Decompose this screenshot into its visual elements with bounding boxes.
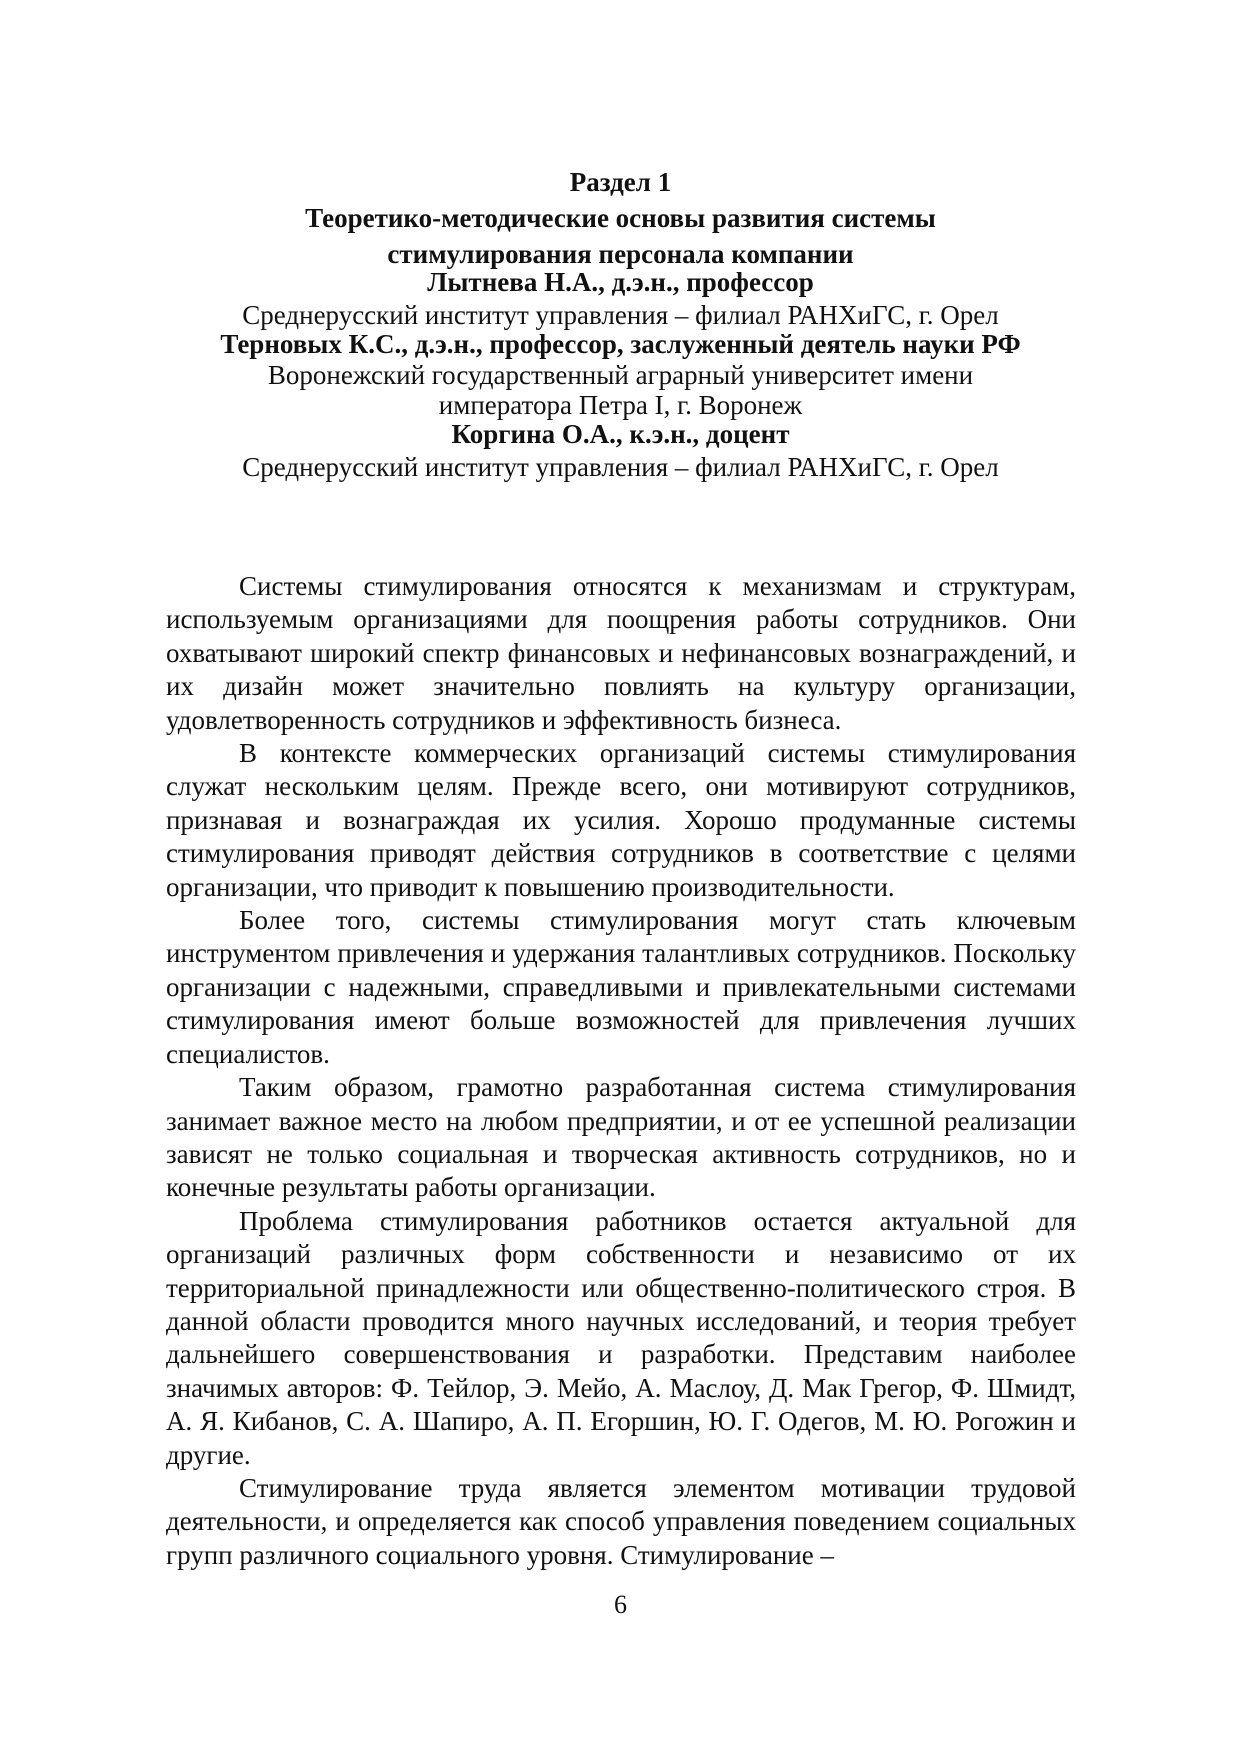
- paragraph-1: Системы стимулирования относятся к механизмам и структурам, используемым организациями для поощрения работы сотрудников. Они охватывают широкий спектр финансовых и нефинансовых вознаграждений, и их дизайн может значительно повлиять на культуру организации, удовлетворенность сотрудников и эффективность бизнеса.: [166, 571, 1076, 735]
- page-number: 6: [614, 1590, 627, 1619]
- paragraph-4: Таким образом, грамотно разработанная система стимулирования занимает важное место на любом предприятии, и от ее успешной реализации зависят не только социальная и творческая активность сотрудников, но и конечные результаты работы организации.: [166, 1072, 1076, 1203]
- author-3-name: Коргина О.А., к.э.н., доцент: [451, 419, 790, 449]
- paragraph-2: В контексте коммерческих организаций системы стимулирования служат нескольким целям. Прежде всего, они мотивируют сотрудников, признавая и вознаграждая их усилия. Хорошо продуманные системы стимулирования приводят действия сотрудников в соответствие с целями организации, что приводит к повышению производительности.: [166, 738, 1076, 902]
- article-body: [166, 570, 1076, 1572]
- author-2-affiliation-line-1: Воронежский государственный аграрный университет имени: [267, 360, 974, 390]
- section-title-line-1: Теоретико-методические основы развития системы: [305, 203, 936, 233]
- paragraph-3: Более того, системы стимулирования могут стать ключевым инструментом привлечения и удержания талантливых сотрудников. Поскольку организации с надежными, справедливыми и привлекательными системами стимулирования имеют больше возможностей для привлечения лучших специалистов.: [166, 905, 1076, 1069]
- author-2-affiliation-line-2: императора Петра I, г. Воронеж: [438, 390, 803, 420]
- section-label: Раздел 1: [569, 167, 672, 197]
- section-title-line-2: стимулирования персонала компании: [387, 239, 854, 269]
- paragraph-6: Стимулирование труда является элементом мотивации трудовой деятельности, и определяется как способ управления поведением социальных групп различного социального уровня. Стимулирование –: [166, 1472, 1076, 1570]
- author-2-name: Терновых К.С., д.э.н., профессор, заслуженный деятель науки РФ: [220, 329, 1021, 359]
- author-1-name: Лытнева Н.А., д.э.н., профессор: [427, 267, 814, 297]
- author-3-affiliation: Среднерусский институт управления – филиал РАНХиГС, г. Орел: [242, 452, 999, 482]
- paragraph-5: Проблема стимулирования работников остается актуальной для организаций различных форм собственности и независимо от их территориальной принадлежности или общественно-политического строя. В данной области проводится много научных исследований, и теория требует дальнейшего совершенствования и разработки. Представим наиболее значимых авторов: Ф. Тейлор, Э. Мейо, А. Маслоу, Д. Мак Грегор, Ф. Шмидт, А. Я. Кибанов, С. А. Шапиро, А. П. Егоршин, Ю. Г. Одегов, М. Ю. Рогожин и другие.: [166, 1205, 1076, 1470]
- author-1-affiliation: Среднерусский институт управления – филиал РАНХиГС, г. Орел: [242, 300, 999, 330]
